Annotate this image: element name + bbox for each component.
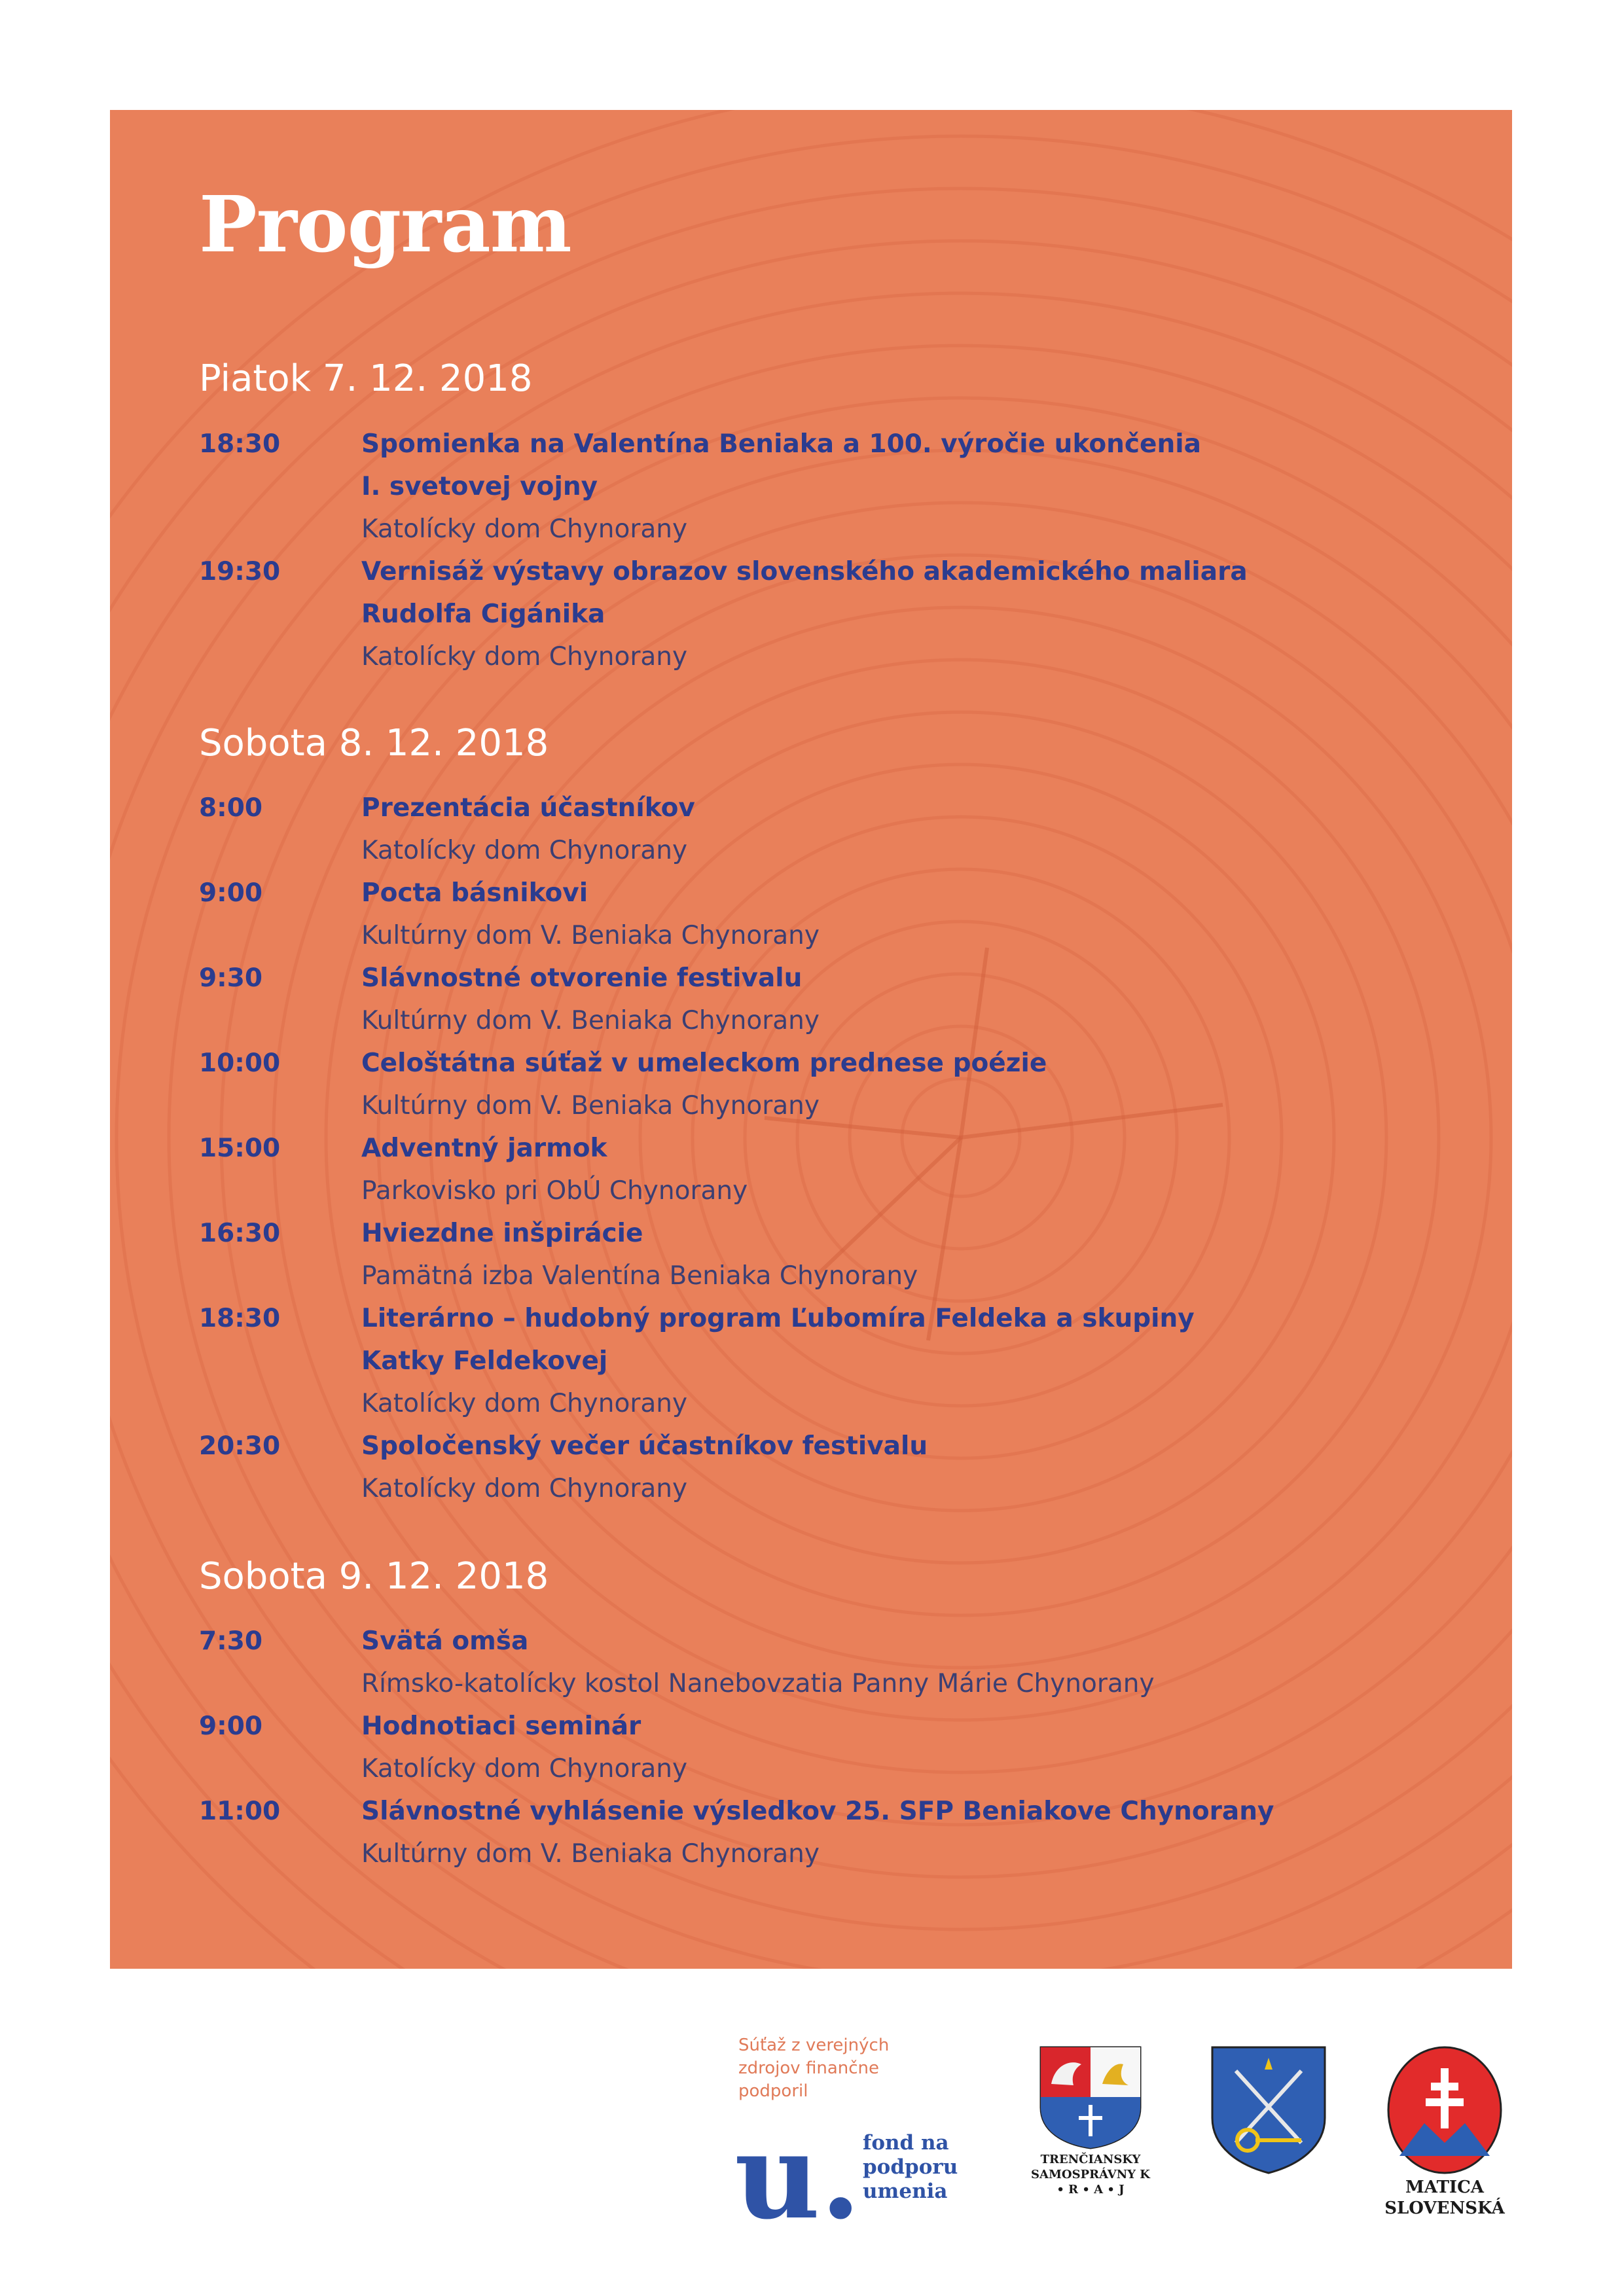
event-place: Katolícky dom Chynorany bbox=[361, 836, 688, 865]
event-time: 9:00 bbox=[199, 1712, 263, 1741]
event-time: 20:30 bbox=[199, 1431, 281, 1461]
event-title: Hodnotiaci seminár bbox=[361, 1712, 641, 1741]
event-time: 16:30 bbox=[199, 1219, 281, 1248]
event-title: Svätá omša bbox=[361, 1626, 529, 1656]
trenciansky-kraj-label: TRENČIANSKY SAMOSPRÁVNY K • R • A • J bbox=[1031, 2153, 1150, 2197]
event-title: Spomienka na Valentína Beniaka a 100. výročie ukončenia bbox=[361, 429, 1201, 459]
event-title: Spoločenský večer účastníkov festivalu bbox=[361, 1431, 928, 1461]
fond-logo-text: fond na podporu umenia bbox=[863, 2131, 958, 2203]
day-heading-2: Sobota 8. 12. 2018 bbox=[199, 722, 549, 764]
matica-slovenska-emblem-icon bbox=[1385, 2045, 1504, 2179]
event-place: Kultúrny dom V. Beniaka Chynorany bbox=[361, 1006, 820, 1035]
event-time: 9:00 bbox=[199, 878, 263, 908]
event-title-continued: I. svetovej vojny bbox=[361, 472, 598, 501]
event-title: Adventný jarmok bbox=[361, 1134, 607, 1163]
trenciansky-kraj-coat-of-arms-icon bbox=[1038, 2045, 1143, 2149]
event-place: Parkovisko pri ObÚ Chynorany bbox=[361, 1176, 748, 1206]
event-time: 11:00 bbox=[199, 1797, 281, 1826]
event-title: Celoštátna súťaž v umeleckom prednese poézie bbox=[361, 1049, 1047, 1078]
event-title-continued: Katky Feldekovej bbox=[361, 1346, 608, 1376]
event-title: Vernisáž výstavy obrazov slovenského akademického maliara bbox=[361, 557, 1248, 586]
event-time: 7:30 bbox=[199, 1626, 263, 1656]
event-title: Pocta básnikovi bbox=[361, 878, 588, 908]
event-place: Kultúrny dom V. Beniaka Chynorany bbox=[361, 1091, 820, 1121]
event-place: Katolícky dom Chynorany bbox=[361, 514, 688, 544]
fond-logo-mark: u. bbox=[734, 2108, 861, 2246]
day-heading-3: Sobota 9. 12. 2018 bbox=[199, 1555, 549, 1598]
event-place: Katolícky dom Chynorany bbox=[361, 642, 688, 672]
event-title: Prezentácia účastníkov bbox=[361, 793, 695, 823]
event-time: 10:00 bbox=[199, 1049, 281, 1078]
event-time: 18:30 bbox=[199, 429, 281, 459]
event-title: Hviezdne inšpirácie bbox=[361, 1219, 643, 1248]
program-title: Program bbox=[199, 179, 571, 270]
event-place: Rímsko-katolícky kostol Nanebovzatia Panny Márie Chynorany bbox=[361, 1669, 1155, 1698]
event-time: 18:30 bbox=[199, 1304, 281, 1333]
day-heading-1: Piatok 7. 12. 2018 bbox=[199, 357, 533, 400]
sponsor-footer bbox=[0, 1969, 1624, 2296]
grant-note: Súťaž z verejných zdrojov finančne podporil bbox=[738, 2036, 890, 2101]
event-title-continued: Rudolfa Cigánika bbox=[361, 600, 605, 629]
event-time: 8:00 bbox=[199, 793, 263, 823]
event-place: Katolícky dom Chynorany bbox=[361, 1754, 688, 1784]
matica-slovenska-label: MATICA SLOVENSKÁ bbox=[1384, 2178, 1505, 2218]
event-title: Literárno – hudobný program Ľubomíra Feldeka a skupiny bbox=[361, 1304, 1195, 1333]
event-place: Pamätná izba Valentína Beniaka Chynorany bbox=[361, 1261, 918, 1291]
event-time: 9:30 bbox=[199, 963, 263, 993]
event-place: Kultúrny dom V. Beniaka Chynorany bbox=[361, 1839, 820, 1869]
event-place: Kultúrny dom V. Beniaka Chynorany bbox=[361, 921, 820, 950]
chynorany-coat-of-arms-icon bbox=[1210, 2045, 1327, 2176]
poster-panel bbox=[110, 110, 1512, 1969]
event-time: 15:00 bbox=[199, 1134, 281, 1163]
event-time: 19:30 bbox=[199, 557, 281, 586]
event-place: Katolícky dom Chynorany bbox=[361, 1474, 688, 1503]
event-title: Slávnostné otvorenie festivalu bbox=[361, 963, 803, 993]
event-place: Katolícky dom Chynorany bbox=[361, 1389, 688, 1418]
event-title: Slávnostné vyhlásenie výsledkov 25. SFP Beniakove Chynorany bbox=[361, 1797, 1274, 1826]
